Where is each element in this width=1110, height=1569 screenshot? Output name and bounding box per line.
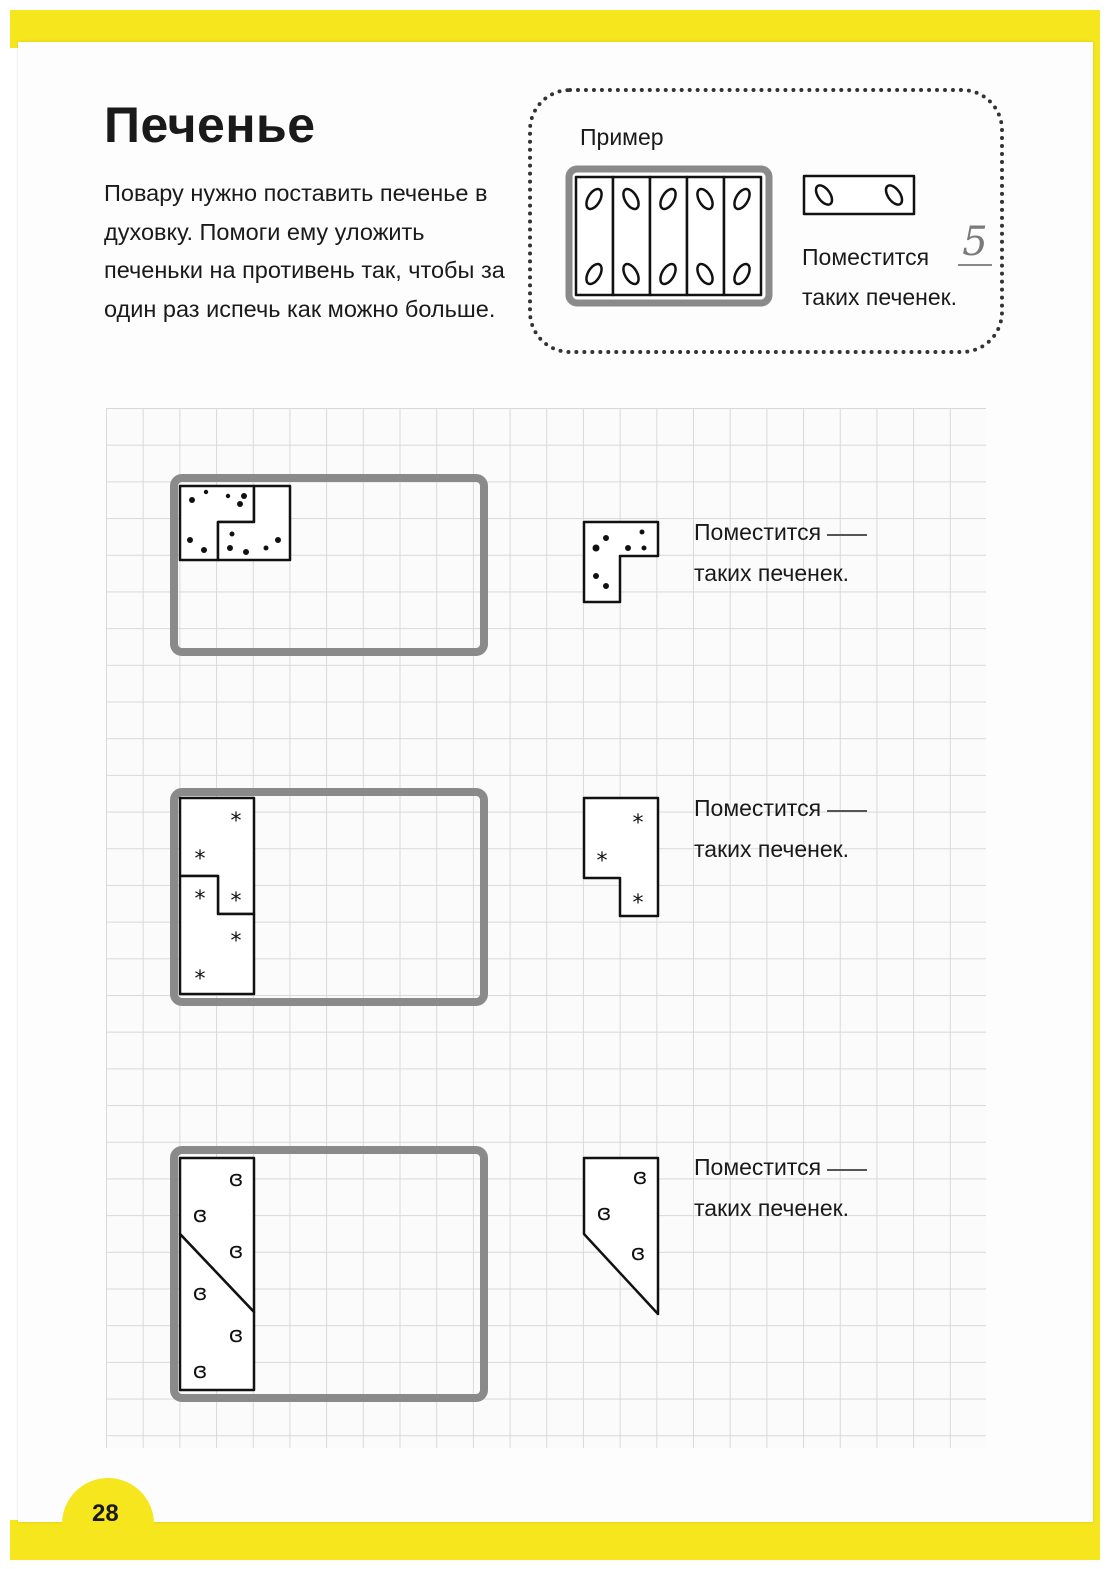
example-fits-text: Поместится [802, 244, 930, 270]
example-unit-text: таких печенек. [802, 284, 958, 310]
svg-text:*: * [230, 929, 242, 954]
task-2-unit-text: таких печенек. [694, 836, 850, 862]
task-3-fits [694, 1147, 867, 1229]
svg-text:*: * [194, 887, 206, 912]
page-title: Печенье [104, 97, 316, 153]
svg-text:ɞ: ɞ [192, 1359, 208, 1384]
task-1-fits [694, 512, 867, 594]
example-tray-cookies [576, 177, 761, 295]
svg-text:ɞ: ɞ [630, 1241, 646, 1266]
task-3-unit-text: таких печенек. [694, 1195, 850, 1221]
oven-tray-3 [170, 1146, 488, 1402]
task-1-unit-text: таких печенек. [694, 560, 850, 586]
oven-tray-1 [170, 474, 488, 656]
cookie-shape-2 [582, 796, 660, 918]
task-3-answer-blank[interactable] [827, 1169, 867, 1171]
example-tray [566, 166, 772, 306]
svg-text:ɞ: ɞ [632, 1165, 648, 1190]
svg-text:*: * [632, 811, 644, 836]
task-1-fits-text: Поместится [694, 519, 822, 545]
svg-text:ɞ: ɞ [596, 1201, 612, 1226]
instructions: Повару нужно поставить печенье в духовку. Помоги ему уложить печеньки на противень так, чтобы за один раз испечь как можно больше. [104, 180, 505, 322]
task-3-fits-text: Поместится [694, 1154, 822, 1180]
cookie-shape-3 [582, 1156, 660, 1316]
task-1-answer-blank[interactable] [827, 534, 867, 536]
task-2-fits-text: Поместится [694, 795, 822, 821]
svg-text:ɞ: ɞ [228, 1239, 244, 1264]
example-cookie [802, 174, 916, 216]
task-2-answer-blank[interactable] [827, 810, 867, 812]
svg-text:ɞ: ɞ [228, 1167, 244, 1192]
example-fits [802, 237, 957, 317]
svg-text:ɞ: ɞ [192, 1203, 208, 1228]
cookie-shape-1 [582, 520, 660, 606]
task-2-fits [694, 788, 867, 870]
oven-tray-2 [170, 788, 488, 1006]
svg-text:*: * [230, 809, 242, 834]
svg-text:*: * [194, 967, 206, 992]
example-answer: 5 [958, 220, 992, 266]
svg-text:*: * [230, 889, 242, 914]
page-number: 28 [92, 1500, 119, 1527]
svg-text:*: * [596, 849, 608, 874]
svg-text:*: * [194, 847, 206, 872]
bottom-yellow-band [10, 1520, 1100, 1560]
example-label: Пример [580, 124, 664, 150]
svg-text:ɞ: ɞ [192, 1281, 208, 1306]
svg-text:ɞ: ɞ [228, 1323, 244, 1348]
svg-text:*: * [632, 891, 644, 916]
